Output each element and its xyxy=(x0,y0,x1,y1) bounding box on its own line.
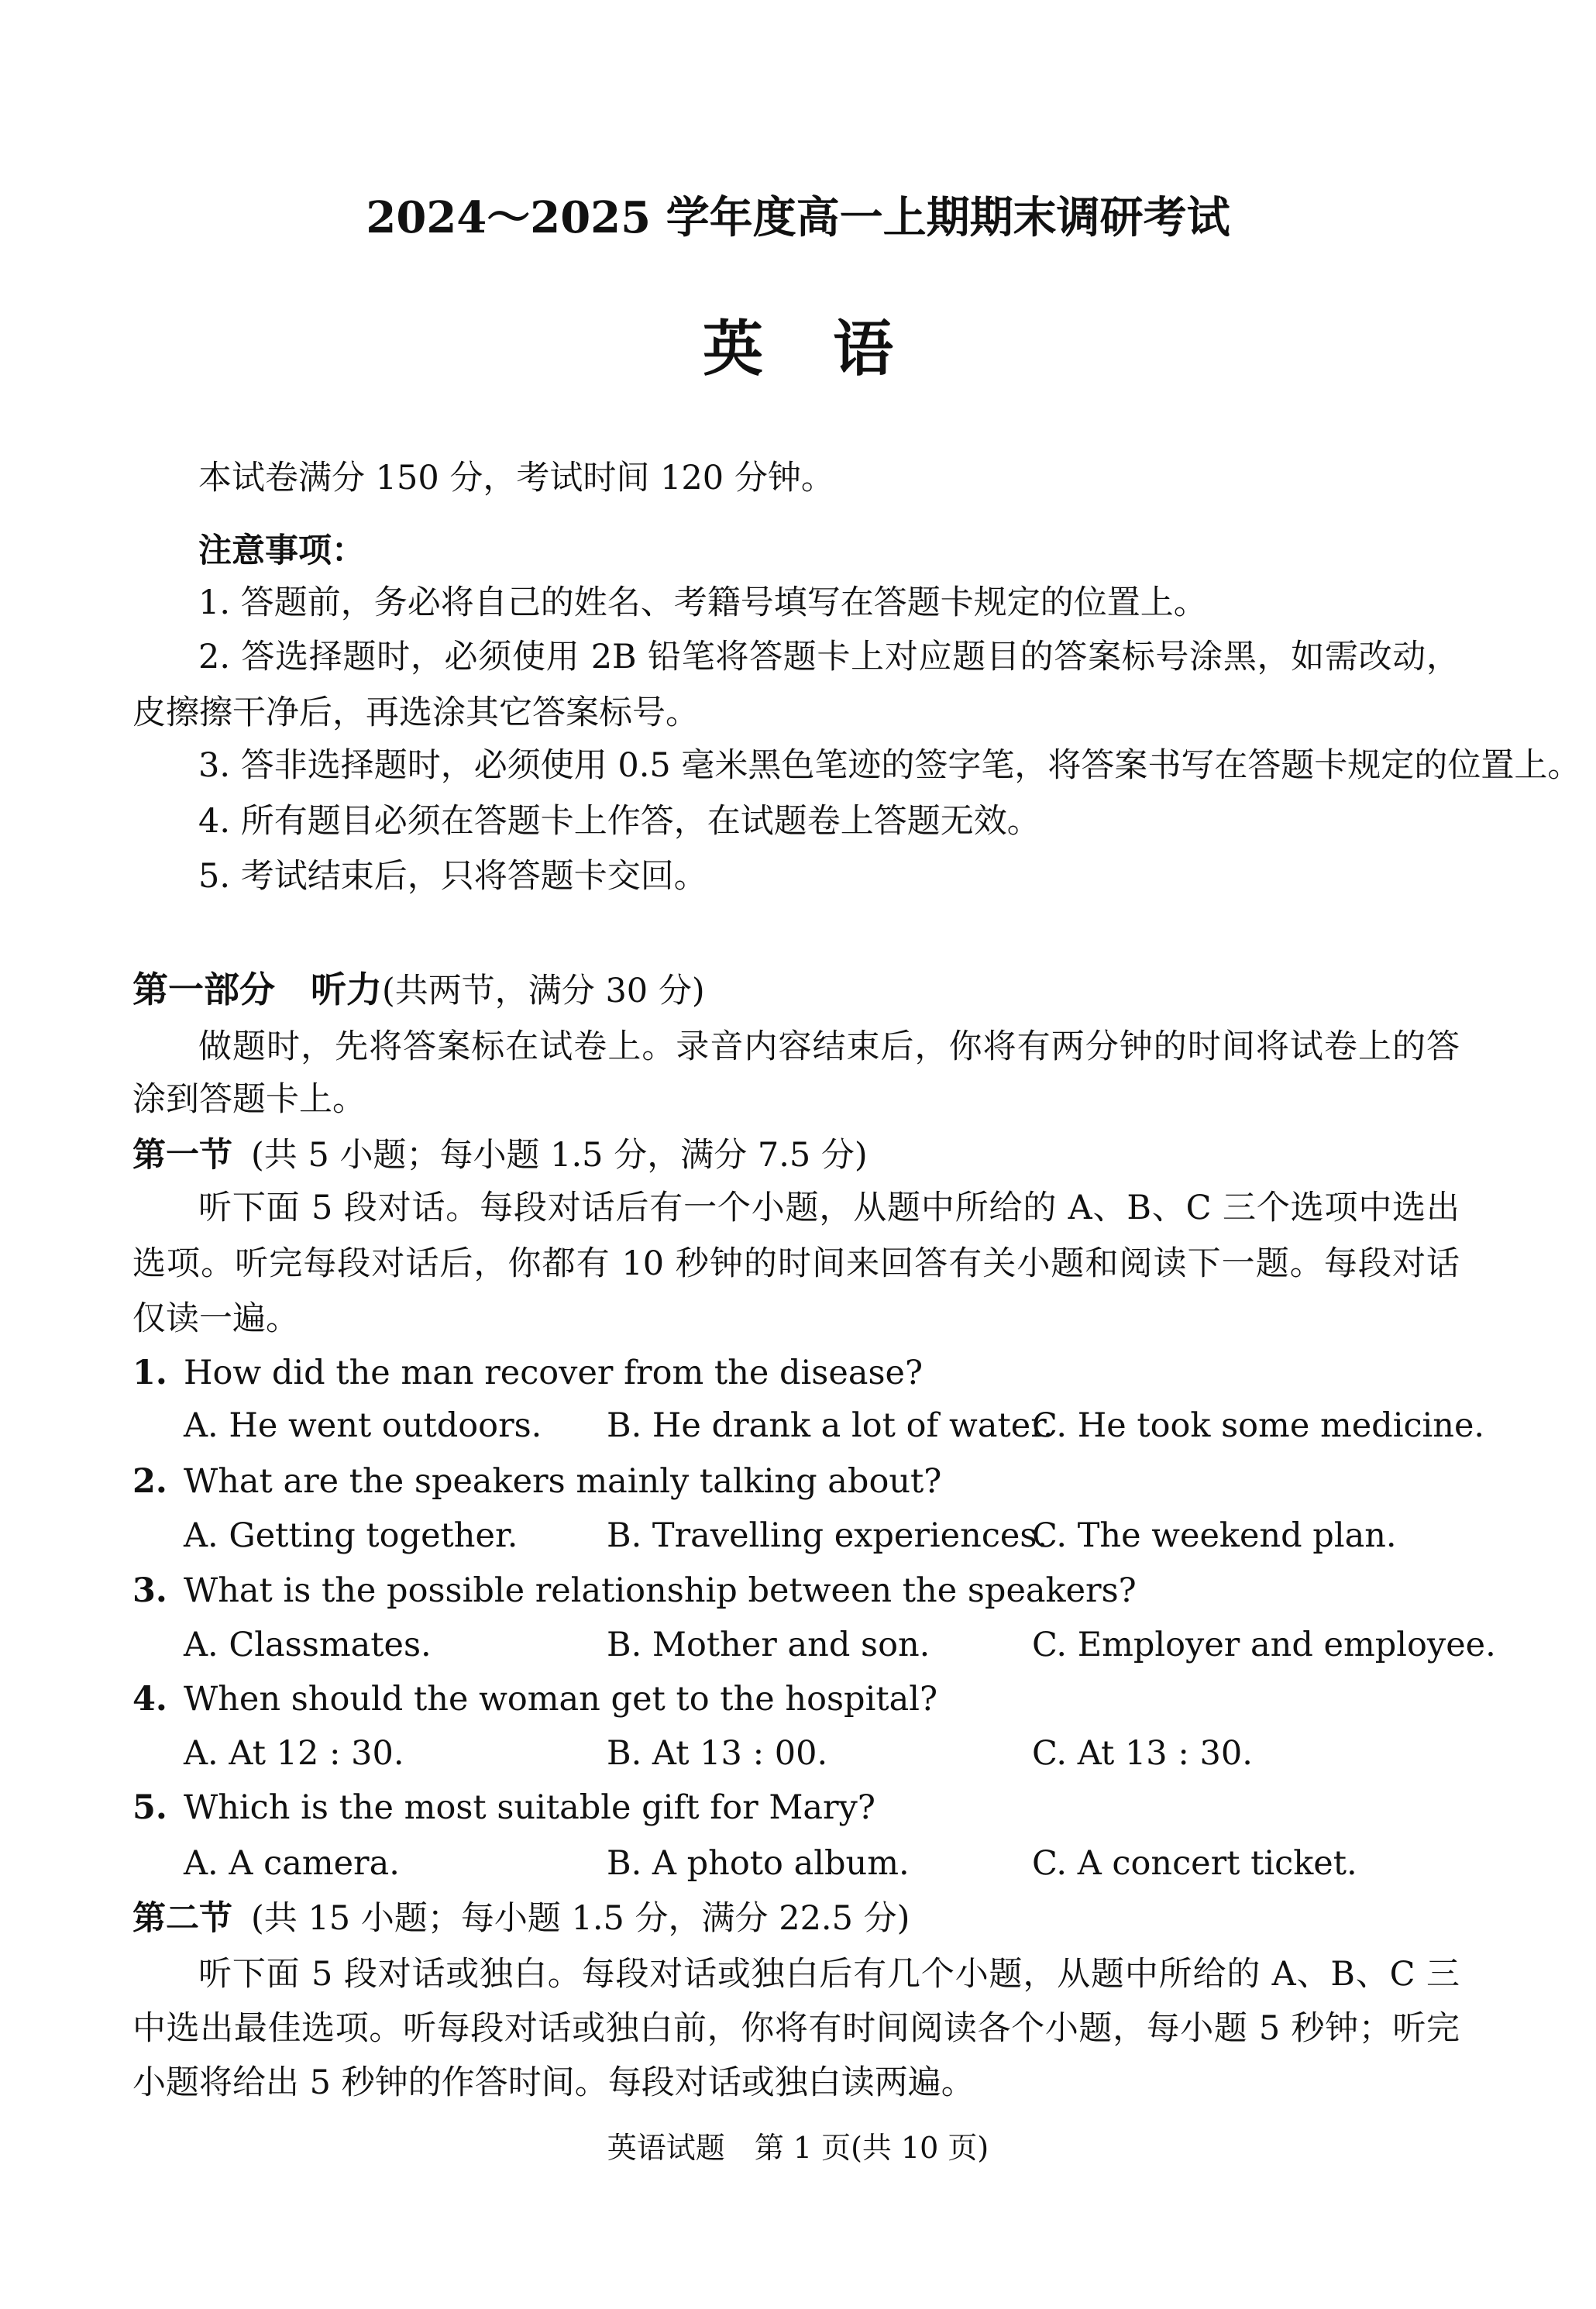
notice-item: 1. 答题前，务必将自己的姓名、考籍号填写在答题卡规定的位置上。 xyxy=(198,583,1207,622)
option-c: C. Employer and employee. xyxy=(1032,1626,1496,1664)
part1-heading-rest: (共两节，满分 30 分) xyxy=(382,972,705,1010)
option-c: C. A concert ticket. xyxy=(1032,1844,1357,1883)
question-number: 5. xyxy=(132,1788,167,1827)
option-c: C. The weekend plan. xyxy=(1032,1516,1397,1555)
question-number: 4. xyxy=(132,1680,167,1719)
option-c: C. He took some medicine. xyxy=(1032,1406,1485,1445)
section2-instruction: 中选出最佳选项。听每段对话或独白前，你将有时间阅读各个小题，每小题 5 秒钟；听完 xyxy=(132,2009,1460,2048)
section1-heading-rest: (共 5 小题；每小题 1.5 分，满分 7.5 分) xyxy=(251,1136,868,1175)
section2-heading-rest: (共 15 小题；每小题 1.5 分，满分 22.5 分) xyxy=(251,1899,910,1938)
option-a: A. He went outdoors. xyxy=(184,1406,542,1445)
section1-instruction: 仅读一遍。 xyxy=(132,1299,299,1338)
option-a: A. At 12 : 30. xyxy=(184,1734,404,1773)
option-c: C. At 13 : 30. xyxy=(1032,1734,1253,1773)
option-b: B. Travelling experiences. xyxy=(607,1516,1048,1555)
notice-item: 3. 答非选择题时，必须使用 0.5 毫米黑色笔迹的签字笔，将答案书写在答题卡规定的位置上。 xyxy=(198,746,1581,785)
exam-title: 2024～2025 学年度高一上期期末调研考试 xyxy=(366,192,1230,243)
option-b: B. Mother and son. xyxy=(607,1626,930,1664)
notice-item: 5. 考试结束后，只将答题卡交回。 xyxy=(198,857,707,896)
option-b: B. A photo album. xyxy=(607,1844,910,1883)
section2-instruction: 小题将给出 5 秒钟的作答时间。每段对话或独白读两遍。 xyxy=(132,2063,975,2102)
section1-instruction: 选项。听完每段对话后，你都有 10 秒钟的时间来回答有关小题和阅读下一题。每段对话 xyxy=(132,1244,1460,1283)
question-text: Which is the most suitable gift for Mary? xyxy=(184,1788,875,1827)
notice-item: 4. 所有题目必须在答题卡上作答，在试题卷上答题无效。 xyxy=(198,802,1040,841)
option-b: B. He drank a lot of water. xyxy=(607,1406,1054,1445)
watermark: ​ xyxy=(219,373,246,452)
section1-instruction: 听下面 5 段对话。每段对话后有一个小题，从题中所给的 A、B、C 三个选项中选出 xyxy=(198,1189,1460,1227)
question-text: How did the man recover from the disease? xyxy=(184,1354,924,1392)
question-text: What are the speakers mainly talking about? xyxy=(184,1462,942,1501)
question-number: 3. xyxy=(132,1571,167,1610)
part1-heading-bold: 第一部分 听力 xyxy=(132,969,382,1010)
page-footer: 英语试题 第 1 页(共 10 页) xyxy=(607,2131,989,2165)
section2-heading xyxy=(132,1895,910,1942)
part1-heading xyxy=(132,966,705,1013)
notice-item-cont: 皮擦擦干净后，再选涂其它答案标号。 xyxy=(132,693,699,732)
part1-instruction: 做题时，先将答案标在试卷上。录音内容结束后，你将有两分钟的时间将试卷上的答 xyxy=(198,1027,1460,1066)
option-a: A. Getting together. xyxy=(184,1516,518,1555)
section1-heading xyxy=(132,1132,868,1179)
question-number: 1. xyxy=(132,1354,167,1392)
intro-text: 本试卷满分 150 分，考试时间 120 分钟。 xyxy=(198,459,834,497)
question-text: What is the possible relationship between the speakers? xyxy=(184,1571,1137,1610)
notice-item: 2. 答选择题时，必须使用 2B 铅笔将答题卡上对应题目的答案标号涂黑，如需改动， xyxy=(198,638,1460,676)
option-a: A. A camera. xyxy=(184,1844,400,1883)
section1-heading-bold: 第一节 xyxy=(132,1136,232,1175)
section2-instruction: 听下面 5 段对话或独白。每段对话或独白后有几个小题，从题中所给的 A、B、C 三 xyxy=(198,1955,1460,1994)
option-a: A. Classmates. xyxy=(184,1626,432,1664)
option-b: B. At 13 : 00. xyxy=(607,1734,828,1773)
subject-title: 英语 xyxy=(702,314,963,384)
question-number: 2. xyxy=(132,1462,167,1501)
section2-heading-bold: 第二节 xyxy=(132,1899,232,1938)
notice-heading: 注意事项： xyxy=(198,532,365,570)
part1-instruction: 涂到答题卡上。 xyxy=(132,1080,366,1119)
question-text: When should the woman get to the hospital? xyxy=(184,1680,938,1719)
